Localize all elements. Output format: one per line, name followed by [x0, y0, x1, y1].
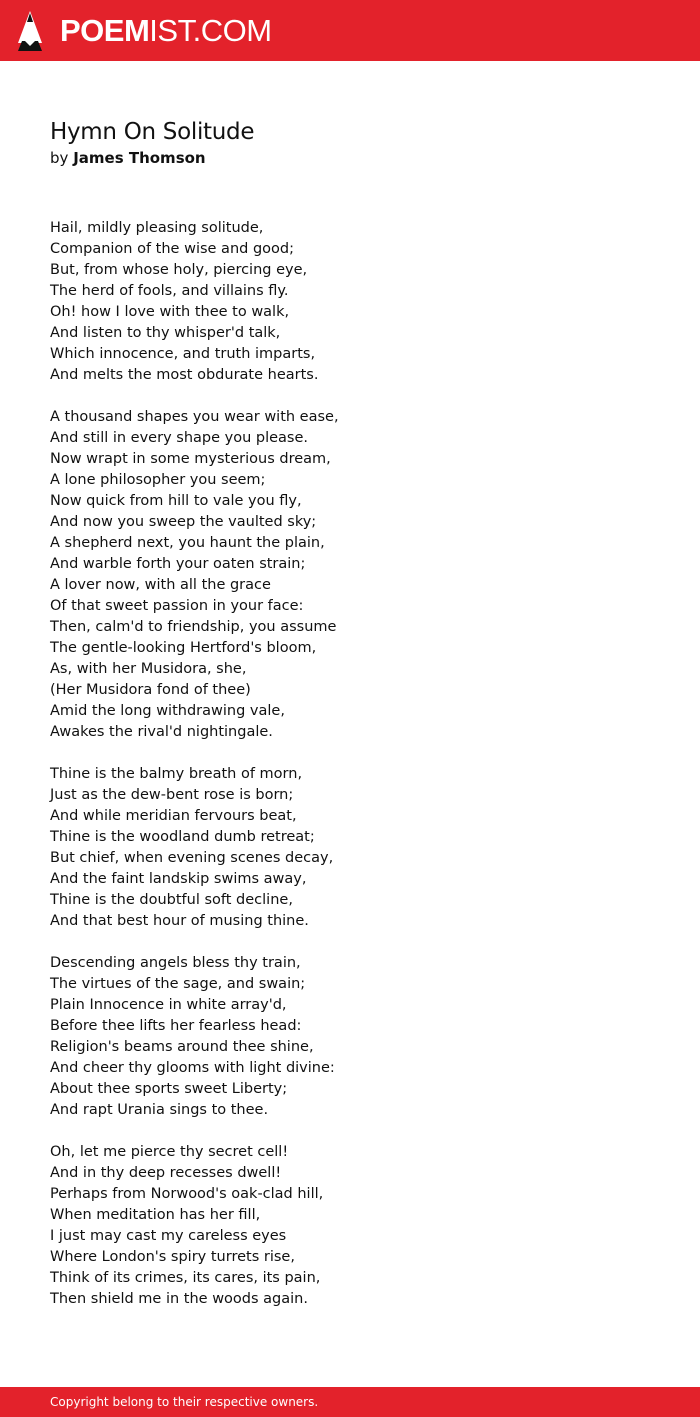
poem-line: And melts the most obdurate hearts.	[50, 367, 319, 383]
poem-line: Now wrapt in some mysterious dream,	[50, 451, 331, 467]
poem-line: Before thee lifts her fearless head:	[50, 1018, 302, 1034]
poem-line: A thousand shapes you wear with ease,	[50, 409, 339, 425]
poem-line: A lover now, with all the grace	[50, 577, 271, 593]
poem-line: Think of its crimes, its cares, its pain,	[50, 1270, 321, 1286]
logo-light-text: IST.COM	[149, 13, 272, 48]
poem-line: Thine is the balmy breath of morn,	[50, 766, 303, 782]
poem-line: Oh! how I love with thee to walk,	[50, 304, 290, 320]
poem-line: A shepherd next, you haunt the plain,	[50, 535, 325, 551]
logo-bold-text: POEM	[60, 13, 150, 48]
poem-line: Companion of the wise and good;	[50, 241, 294, 257]
poem-line: As, with her Musidora, she,	[50, 661, 247, 677]
poem-line: And in thy deep recesses dwell!	[50, 1165, 282, 1181]
poem-line: Oh, let me pierce thy secret cell!	[50, 1144, 289, 1160]
site-footer	[0, 1387, 700, 1417]
poem-line: Amid the long withdrawing vale,	[50, 703, 285, 719]
poem-line: Thine is the doubtful soft decline,	[50, 892, 293, 908]
poem-line: A lone philosopher you seem;	[50, 472, 266, 488]
poem-stanza	[50, 1142, 650, 1310]
poem-stanza	[50, 407, 650, 743]
poem-line: And that best hour of musing thine.	[50, 913, 309, 929]
copyright-notice: Copyright belong to their respective owners.	[50, 1395, 319, 1409]
by-label: by	[50, 149, 69, 167]
site-logo-link[interactable]	[16, 9, 272, 53]
poem-line: Awakes the rival'd nightingale.	[50, 724, 273, 740]
poem-line: And warble forth your oaten strain;	[50, 556, 306, 572]
poem-line: Plain Innocence in white array'd,	[50, 997, 287, 1013]
pencil-icon	[16, 10, 44, 52]
poem-line: (Her Musidora fond of thee)	[50, 682, 251, 698]
poem-author: James Thomson	[73, 149, 206, 167]
poem-line: And still in every shape you please.	[50, 430, 308, 446]
poem-line: And listen to thy whisper'd talk,	[50, 325, 281, 341]
site-logo-text	[60, 9, 272, 53]
poem-line: Where London's spiry turrets rise,	[50, 1249, 295, 1265]
poem-line: The herd of fools, and villains fly.	[50, 283, 289, 299]
poem-stanza	[50, 953, 650, 1121]
site-header	[0, 0, 700, 61]
poem-line: Just as the dew-bent rose is born;	[50, 787, 294, 803]
poem-stanza	[50, 218, 650, 386]
poem-line: And the faint landskip swims away,	[50, 871, 307, 887]
poem-line: And while meridian fervours beat,	[50, 808, 297, 824]
poem-line: Then, calm'd to friendship, you assume	[50, 619, 337, 635]
poem-line: And rapt Urania sings to thee.	[50, 1102, 269, 1118]
poem-byline	[50, 148, 206, 169]
poem-line: Thine is the woodland dumb retreat;	[50, 829, 315, 845]
poem-line: About thee sports sweet Liberty;	[50, 1081, 288, 1097]
poem-line: Then shield me in the woods again.	[50, 1291, 308, 1307]
poem-line: When meditation has her fill,	[50, 1207, 261, 1223]
poem-stanza	[50, 764, 650, 932]
poem-title: Hymn On Solitude	[50, 119, 255, 145]
poem-line: The virtues of the sage, and swain;	[50, 976, 306, 992]
poem-line: Which innocence, and truth imparts,	[50, 346, 316, 362]
poem-body	[50, 218, 650, 1331]
poem-line: Perhaps from Norwood's oak-clad hill,	[50, 1186, 324, 1202]
poem-line: Hail, mildly pleasing solitude,	[50, 220, 264, 236]
poem-line: Now quick from hill to vale you fly,	[50, 493, 302, 509]
poem-line: The gentle-looking Hertford's bloom,	[50, 640, 317, 656]
poem-line: Religion's beams around thee shine,	[50, 1039, 314, 1055]
poem-line: Of that sweet passion in your face:	[50, 598, 304, 614]
poem-line: And cheer thy glooms with light divine:	[50, 1060, 335, 1076]
poem-line: But chief, when evening scenes decay,	[50, 850, 334, 866]
poem-line: I just may cast my careless eyes	[50, 1228, 287, 1244]
poem-line: But, from whose holy, piercing eye,	[50, 262, 308, 278]
poem-line: Descending angels bless thy train,	[50, 955, 301, 971]
poem-line: And now you sweep the vaulted sky;	[50, 514, 317, 530]
